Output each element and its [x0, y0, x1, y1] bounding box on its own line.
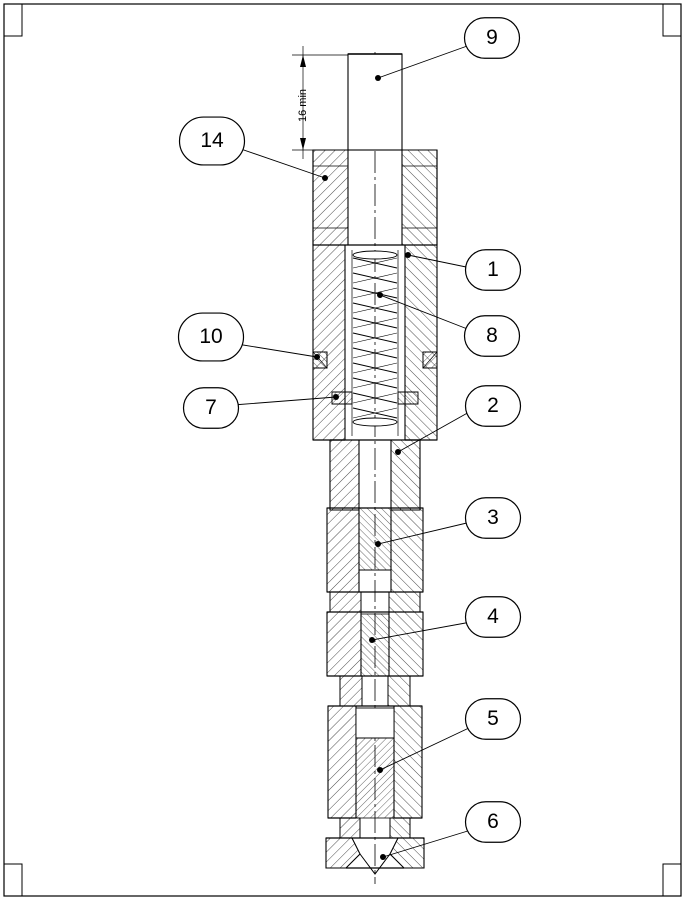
balloon-number-10: 10 — [199, 325, 223, 348]
balloon-leader-14 — [238, 148, 325, 178]
balloon-number-2: 2 — [487, 394, 499, 417]
balloon-number-6: 6 — [487, 810, 499, 833]
balloon-number-5: 5 — [487, 707, 499, 730]
balloon-number-7: 7 — [205, 396, 217, 419]
balloon-5[interactable] — [466, 699, 521, 739]
balloon-3[interactable] — [466, 498, 521, 538]
balloon-1[interactable] — [466, 250, 521, 290]
part-3-mid-sleeve — [327, 508, 423, 592]
leader-dot-9 — [375, 75, 381, 81]
balloon-number-4: 4 — [487, 605, 499, 628]
balloon-leader-10 — [237, 344, 317, 357]
part-4-lower-sleeve — [327, 592, 423, 676]
leader-dot-6 — [380, 854, 386, 860]
leader-dot-5 — [377, 767, 383, 773]
leader-dot-3 — [375, 541, 381, 547]
leader-dot-2 — [395, 449, 401, 455]
part-9-stem — [348, 54, 402, 150]
balloon-10[interactable] — [179, 313, 244, 361]
leader-dot-4 — [369, 637, 375, 643]
dimension-text-16-min: 16 min — [297, 88, 309, 122]
balloon-6[interactable] — [466, 802, 521, 842]
balloon-number-3: 3 — [487, 506, 499, 529]
balloon-8[interactable] — [465, 316, 520, 356]
balloon-number-1: 1 — [487, 258, 499, 281]
leader-dot-10 — [314, 354, 320, 360]
leader-dot-7 — [333, 394, 339, 400]
balloon-number-9: 9 — [486, 26, 498, 49]
balloon-number-8: 8 — [486, 324, 498, 347]
balloon-2[interactable] — [466, 386, 521, 426]
balloon-9[interactable] — [465, 18, 520, 58]
balloon-7[interactable] — [184, 388, 239, 428]
balloon-4[interactable] — [466, 597, 521, 637]
leader-dot-1 — [405, 252, 411, 258]
leader-dot-8 — [377, 292, 383, 298]
part-5-lower-body — [328, 706, 422, 818]
balloon-number-14: 14 — [200, 129, 224, 152]
balloon-14[interactable] — [180, 117, 245, 165]
leader-dot-14 — [322, 175, 328, 181]
